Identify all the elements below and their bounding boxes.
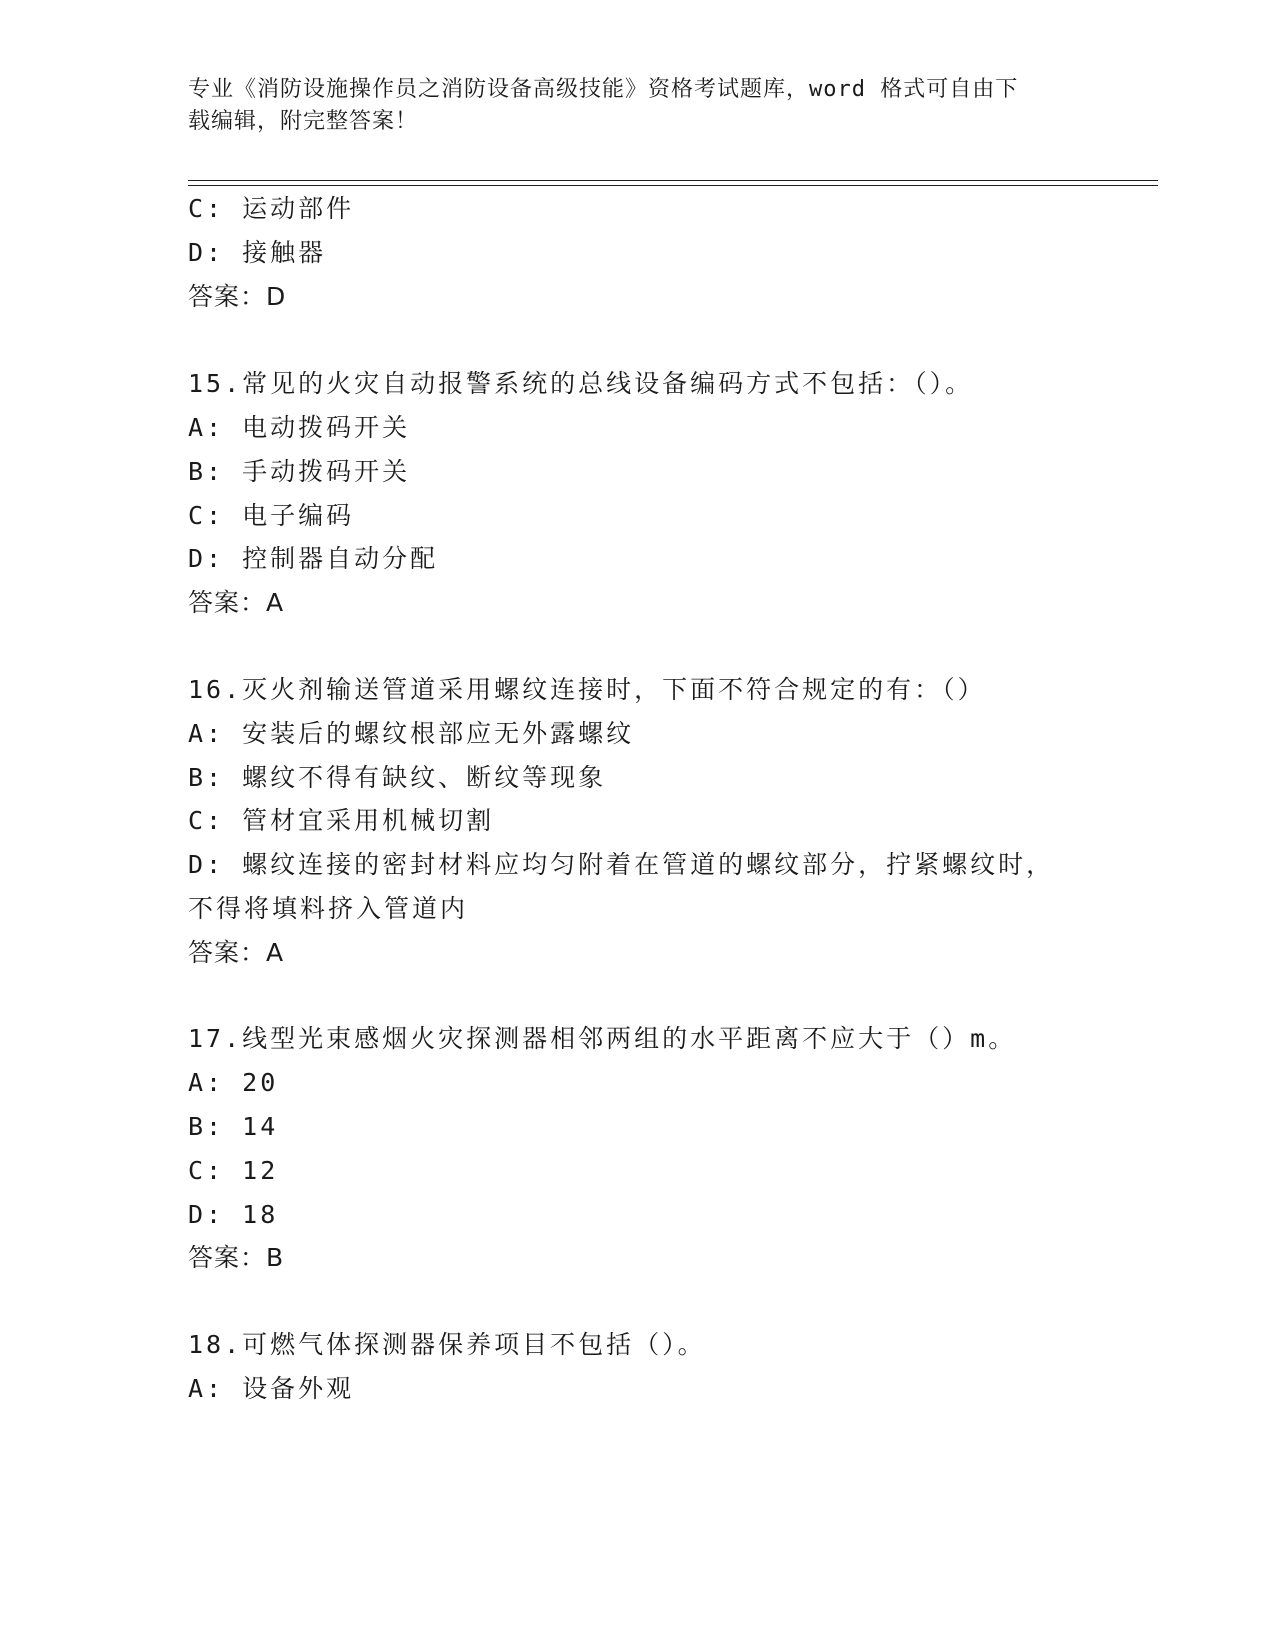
q14-option-d: D: 接触器 [188,238,327,267]
q16-option-a: A: 安装后的螺纹根部应无外露螺纹 [188,719,635,748]
q16-option-b: B: 螺纹不得有缺纹、断纹等现象 [188,763,607,792]
q16-answer: 答案：A [188,938,285,967]
q15-option-c: C: 电子编码 [188,501,355,530]
q17-option-b: B: 14 [188,1112,279,1141]
q14-option-c: C: 运动部件 [188,194,355,223]
q16-option-d-continued: 不得将填料挤入管道内 [188,894,469,923]
q18-question: 18.可燃气体探测器保养项目不包括（）。 [188,1330,706,1359]
q18-option-a: A: 设备外观 [188,1374,355,1403]
q15-option-a: A: 电动拨码开关 [188,413,411,442]
q16-question: 16.灭火剂输送管道采用螺纹连接时，下面不符合规定的有：（） [188,675,986,704]
q17-answer: 答案：B [188,1243,285,1272]
q17-question: 17.线型光束感烟火灾探测器相邻两组的水平距离不应大于（）m。 [188,1024,1017,1053]
q16-option-c: C: 管材宜采用机械切割 [188,806,495,835]
q15-option-b: B: 手动拨码开关 [188,457,411,486]
q17-option-d: D: 18 [188,1200,279,1229]
header-rule-bottom [188,185,1158,186]
q17-option-c: C: 12 [188,1156,279,1185]
q17-option-a: A: 20 [188,1068,279,1097]
q15-question: 15.常见的火灾自动报警系统的总线设备编码方式不包括：（）。 [188,369,974,398]
q14-answer: 答案：D [188,282,287,311]
q16-option-d: D: 螺纹连接的密封材料应均匀附着在管道的螺纹部分，拧紧螺纹时， [188,850,1055,879]
document-header [188,74,1068,138]
header-line-1: 专业《消防设施操作员之消防设备高级技能》资格考试题库，word 格式可自由下 [188,77,1019,102]
q15-option-d: D: 控制器自动分配 [188,544,439,573]
header-line-2: 载编辑，附完整答案！ [188,109,419,134]
header-rule-top [188,180,1158,181]
q15-answer: 答案：A [188,588,285,617]
